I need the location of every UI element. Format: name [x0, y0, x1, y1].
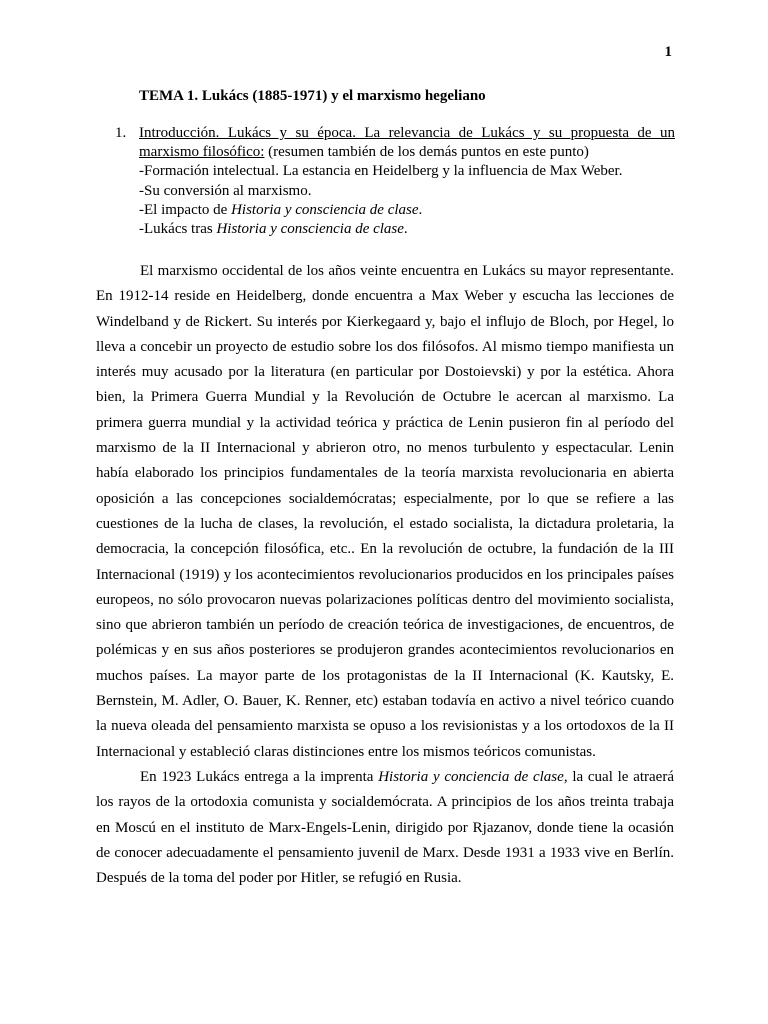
outline-item: -Formación intelectual. La estancia en Heidelberg y la influencia de Max Weber. — [139, 163, 623, 180]
paragraph-suffix: , la cual le atraerá los rayos de la ortodoxia comunista y socialdemócrata. A principios de los años treinta trabaja en Moscú en el instituto de Marx-Engels-Lenin, dirigido por Rjazanov, donde tiene la ocasión de conocer adecuadamente el pensamiento juvenil de Marx. Desde 1931 a 1933 vive en Berlín. Después de la toma del poder por Hitler, se refugió en Rusia. — [96, 768, 674, 887]
outline-heading-line-2 — [139, 143, 675, 162]
section-title: TEMA 1. Lukács (1885-1971) y el marxismo hegeliano — [139, 88, 486, 104]
book-title: Historia y conciencia de clase — [378, 768, 564, 785]
outline-number: 1. — [115, 125, 127, 141]
body-paragraph: El marxismo occidental de los años veinte encuentra en Lukács su mayor representante. En 1912-14 reside en Heidelberg, donde encuentra a Max Weber y escucha las lecciones de Windelband y de Rickert. Su interés por Kierkegaard y, bajo el influjo de Bloch, por Hegel, lo lleva a concebir un proyecto de estudio sobre los dos filósofos. Al mismo tiempo manifiesta un interés muy acusado por la literatura (en particular por Dostoievski) y por la estética. Ahora bien, la Primera Guerra Mundial y la Revolución de Octubre le acercan al marxismo. La primera guerra mundial y la actividad teórica y práctica de Lenin pusieron fin al período del marxismo de la II Internacional y abrieron otro, no menos turbulento y espectacular. Lenin había elaborado los principios fundamentales de la teoría marxista revolucionaria en abierta oposición a las concepciones socialdemócratas; especialmente, por lo que se refiere a las cuestiones de la lucha de clases, la revolución, el estado socialista, la dictadura proletaria, la democracia, la concepción filosófica, etc.. En la revolución de octubre, la fundación de la III Internacional (1919) y los acontecimientos revolucionarios producidos en los principales países europeos, no sólo provocaron nuevas polarizaciones políticas dentro del movimiento socialista, sino que abrieron también un período de creación teórica de investigaciones, de encuentros, de polémicas y en sus años posteriores se produjeron grandes acontecimientos revolucionarios en muchos países. La mayor parte de los protagonistas de la II Internacional (K. Kautsky, E. Bernstein, M. Adler, O. Bauer, K. Renner, etc) estaban todavía en activo a nivel teórico cuando la nueva oleada del pensamiento marxista se opuso a los revisionistas y a los ortodoxos de la II Internacional y estableció claras distinciones entre los mismos teóricos comunistas. — [96, 263, 674, 760]
outline-heading-underlined: marxismo filosófico: — [139, 144, 265, 161]
outline-item-prefix: -El impacto de — [139, 201, 232, 218]
body-text — [96, 259, 674, 891]
outline-item-suffix: . — [418, 201, 423, 218]
outline-heading-line-1: Introducción. Lukács y su época. La relevancia de Lukács y su propuesta de un — [139, 125, 675, 141]
outline-item-suffix: . — [403, 221, 408, 238]
outline-item-prefix: -Lukács tras — [139, 221, 217, 238]
page-number: 1 — [664, 44, 672, 60]
outline-content — [139, 124, 675, 239]
book-title: Historia y consciencia de clase — [216, 221, 404, 238]
outline-heading-note: (resumen también de los demás puntos en este punto) — [264, 144, 589, 161]
paragraph-prefix: En 1923 Lukács entrega a la imprenta — [140, 768, 379, 785]
body-paragraph — [96, 765, 674, 891]
book-title: Historia y consciencia de clase — [231, 201, 419, 218]
outline-item — [139, 201, 675, 220]
outline-item — [139, 220, 675, 239]
topic-outline — [115, 124, 675, 239]
outline-item: -Su conversión al marxismo. — [139, 182, 312, 199]
